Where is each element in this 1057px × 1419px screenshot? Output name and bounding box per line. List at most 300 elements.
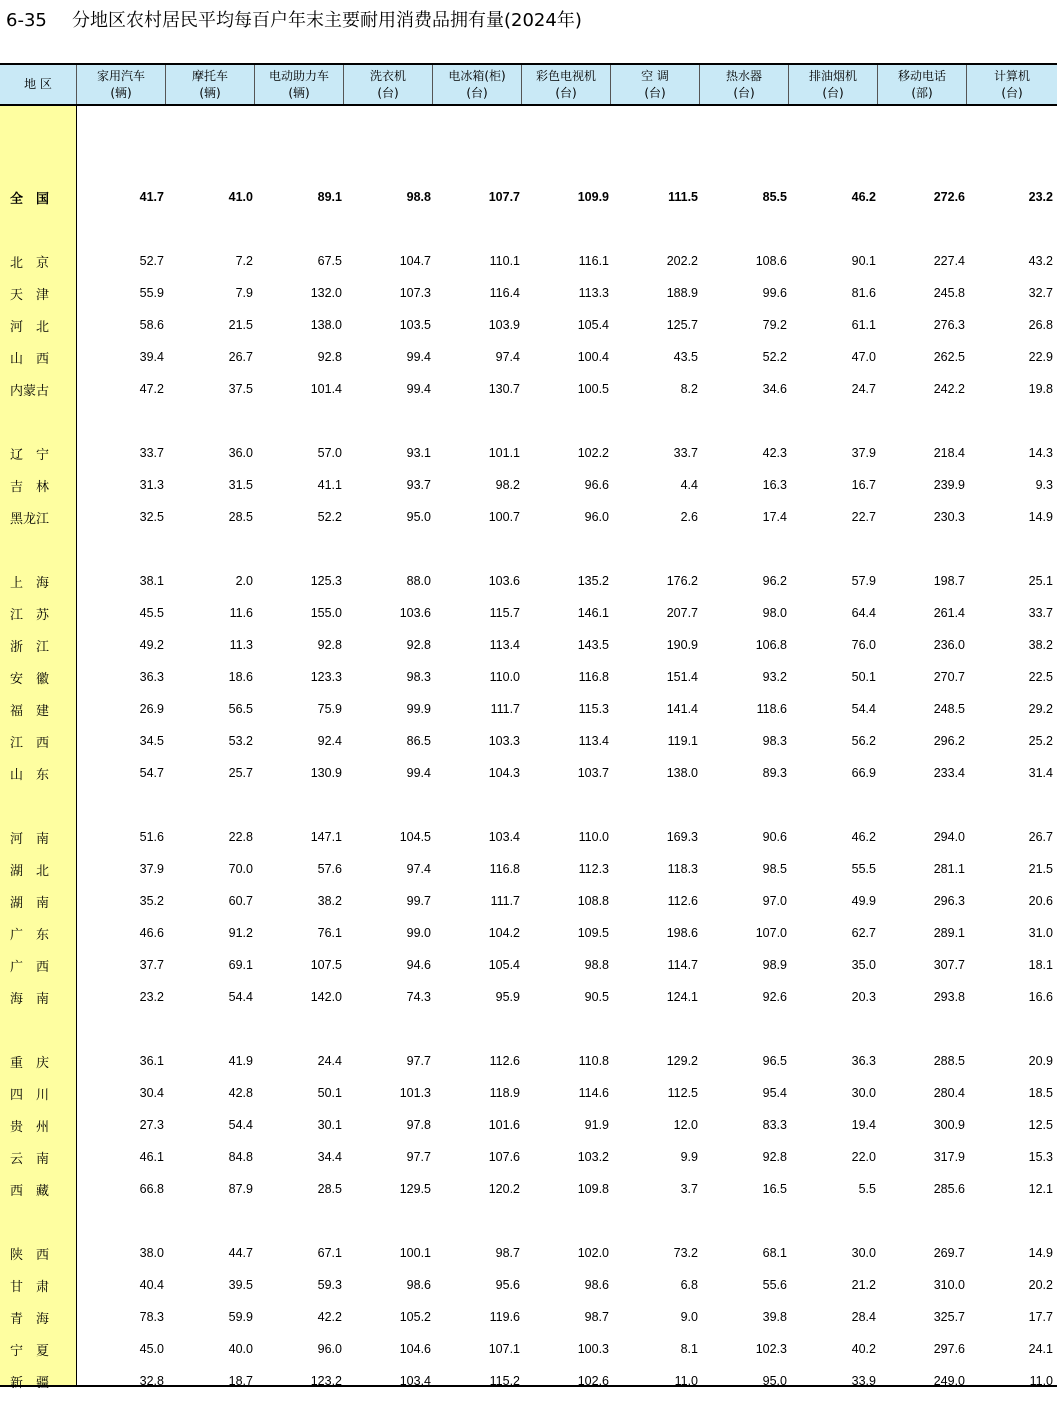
table-cell: 55.6 [762,1278,787,1292]
table-row [0,475,1057,495]
table-cell: 97.7 [406,1150,431,1164]
table-cell: 99.4 [406,382,431,396]
table-cell: 130.7 [488,382,520,396]
table-cell: 36.3 [139,670,164,684]
table-cell: 218.4 [933,446,965,460]
table-cell: 54.4 [228,990,253,1004]
table-cell: 141.4 [666,702,698,716]
table-cell: 57.9 [851,574,876,588]
table-cell: 109.5 [577,926,609,940]
table-cell: 207.7 [666,606,698,620]
region-name: 辽 宁 [10,447,50,463]
page-title [6,6,582,32]
table-cell: 93.1 [406,446,431,460]
table-cell: 14.9 [1028,510,1053,524]
table-cell: 21.2 [851,1278,876,1292]
table-cell: 3.7 [680,1182,698,1196]
table-cell: 22.5 [1028,670,1053,684]
table-cell: 87.9 [228,1182,253,1196]
table-cell: 103.6 [488,574,520,588]
table-cell: 176.2 [666,574,698,588]
table-cell: 6.8 [680,1278,698,1292]
table-cell: 92.4 [317,734,342,748]
table-cell: 108.8 [577,894,609,908]
table-cell: 104.3 [488,766,520,780]
table-cell: 94.6 [406,958,431,972]
region-name: 河 北 [10,319,50,335]
table-cell: 92.8 [406,638,431,652]
table-cell: 112.5 [667,1086,698,1100]
table-cell: 98.8 [584,958,609,972]
table-cell: 93.2 [762,670,787,684]
region-name: 上 海 [10,575,50,591]
table-cell: 16.3 [762,478,787,492]
table-cell: 100.1 [399,1246,431,1260]
table-cell: 103.2 [577,1150,609,1164]
table-cell: 39.5 [228,1278,253,1292]
table-cell: 56.5 [228,702,253,716]
table-cell: 49.2 [139,638,164,652]
table-cell: 11.3 [229,638,253,652]
table-cell: 68.1 [762,1246,787,1260]
region-name: 天 津 [10,287,50,303]
table-cell: 102.0 [577,1246,609,1260]
table-cell: 107.5 [310,958,342,972]
header-computer [967,65,1057,104]
table-cell: 54.7 [139,766,164,780]
table-cell: 118.9 [489,1086,520,1100]
table-cell: 54.4 [851,702,876,716]
table-cell: 41.9 [228,1054,253,1068]
table-row [0,1147,1057,1167]
table-cell: 146.1 [577,606,609,620]
table-cell: 280.4 [933,1086,965,1100]
table-cell: 19.8 [1028,382,1053,396]
table-row [0,507,1057,527]
table-cell: 294.0 [933,830,965,844]
table-cell: 245.8 [933,286,965,300]
table-cell: 188.9 [666,286,698,300]
table-cell: 116.1 [578,254,609,268]
table-cell: 57.0 [317,446,342,460]
table-cell: 95.0 [762,1374,787,1388]
table-cell: 270.7 [933,670,965,684]
table-cell: 7.9 [235,286,253,300]
table-cell: 36.1 [139,1054,164,1068]
table-cell: 90.1 [851,254,876,268]
table-cell: 40.2 [851,1342,876,1356]
table-row [0,987,1057,1007]
table-cell: 74.3 [406,990,431,1004]
table-cell: 50.1 [317,1086,342,1100]
table-cell: 42.2 [317,1310,342,1324]
table-cell: 112.6 [489,1054,520,1068]
table-cell: 40.4 [139,1278,164,1292]
table-row [0,283,1057,303]
table-cell: 101.4 [310,382,342,396]
header-name: 电冰箱(柜) [448,68,506,83]
table-cell: 26.8 [1028,318,1053,332]
table-cell: 119.6 [489,1310,520,1324]
table-cell: 25.7 [228,766,253,780]
table-cell: 12.1 [1028,1182,1053,1196]
table-cell: 22.9 [1028,350,1053,364]
table-cell: 39.4 [139,350,164,364]
table-row [0,603,1057,623]
table-cell: 8.1 [680,1342,698,1356]
table-cell: 109.9 [577,190,609,204]
table-cell: 47.0 [851,350,876,364]
table-cell: 103.6 [399,606,431,620]
table-cell: 98.9 [762,958,787,972]
table-cell: 28.5 [228,510,253,524]
table-cell: 113.3 [578,286,609,300]
table-cell: 41.0 [228,190,253,204]
table-row [0,1307,1057,1327]
table-cell: 47.2 [139,382,164,396]
table-cell: 111.5 [668,190,698,204]
region-name: 全 国 [10,191,50,207]
table-cell: 110.8 [578,1054,609,1068]
table-cell: 123.2 [310,1374,342,1388]
table-cell: 22.7 [851,510,876,524]
table-cell: 120.2 [488,1182,520,1196]
table-row [0,763,1057,783]
table-cell: 242.2 [933,382,965,396]
table-cell: 138.0 [666,766,698,780]
table-cell: 293.8 [933,990,965,1004]
table-cell: 2.6 [680,510,698,524]
table-cell: 300.9 [933,1118,965,1132]
table-cell: 31.4 [1028,766,1053,780]
table-cell: 60.7 [228,894,253,908]
header-unit: (台) [733,85,755,100]
table-row [0,251,1057,271]
table-cell: 66.9 [851,766,876,780]
table-cell: 18.6 [228,670,253,684]
table-row [0,891,1057,911]
table-cell: 30.0 [851,1086,876,1100]
table-cell: 81.6 [851,286,876,300]
region-name: 黑龙江 [10,511,50,527]
table-cell: 151.4 [666,670,698,684]
table-cell: 19.4 [851,1118,876,1132]
region-name: 湖 北 [10,863,50,879]
table-cell: 107.6 [488,1150,520,1164]
header-name: 彩色电视机 [535,68,596,83]
table-cell: 116.4 [489,286,520,300]
table-cell: 97.7 [406,1054,431,1068]
header-unit: (辆) [199,85,221,100]
table-cell: 35.2 [139,894,164,908]
table-cell: 27.3 [139,1118,164,1132]
table-cell: 34.5 [139,734,164,748]
header-unit: (台) [555,85,577,100]
table-cell: 55.9 [139,286,164,300]
table-row [0,1275,1057,1295]
table-cell: 100.5 [577,382,609,396]
table-cell: 142.0 [310,990,342,1004]
table-cell: 24.7 [851,382,876,396]
table-cell: 98.7 [584,1310,609,1324]
table-cell: 20.2 [1028,1278,1053,1292]
table-cell: 55.5 [851,862,876,876]
region-name: 广 东 [10,927,50,943]
table-cell: 59.3 [317,1278,342,1292]
table-cell: 32.7 [1028,286,1053,300]
table-cell: 92.8 [762,1150,787,1164]
table-cell: 101.6 [488,1118,520,1132]
table-cell: 115.2 [489,1374,520,1388]
table-cell: 11.6 [229,606,253,620]
table-row [0,1083,1057,1103]
table-cell: 14.3 [1028,446,1053,460]
header-unit: (台) [466,85,488,100]
table-cell: 84.8 [228,1150,253,1164]
table-cell: 8.2 [680,382,698,396]
table-cell: 24.4 [317,1054,342,1068]
table-cell: 38.2 [1028,638,1053,652]
table-cell: 9.3 [1035,478,1053,492]
table-cell: 56.2 [851,734,876,748]
table-cell: 25.1 [1028,574,1053,588]
table-title: 分地区农村居民平均每百户年末主要耐用消费品拥有量(2024年) [72,10,582,31]
table-cell: 239.9 [933,478,965,492]
table-cell: 96.0 [584,510,609,524]
table-cell: 52.2 [317,510,342,524]
table-row [0,443,1057,463]
table-cell: 33.7 [673,446,698,460]
table-cell: 97.4 [406,862,431,876]
region-name: 陕 西 [10,1247,50,1263]
table-cell: 103.9 [488,318,520,332]
table-cell: 110.0 [489,670,520,684]
header-unit: (台) [1001,85,1023,100]
table-cell: 114.7 [667,958,698,972]
table-cell: 95.9 [495,990,520,1004]
header-unit: (辆) [110,85,132,100]
table-cell: 281.1 [933,862,965,876]
table-cell: 57.6 [317,862,342,876]
header-ac [611,65,700,104]
table-cell: 66.8 [139,1182,164,1196]
table-cell: 50.1 [851,670,876,684]
table-cell: 285.6 [933,1182,965,1196]
table-cell: 83.3 [762,1118,787,1132]
table-row [0,635,1057,655]
table-cell: 38.2 [317,894,342,908]
region-name: 甘 肃 [10,1279,50,1295]
table-cell: 51.6 [139,830,164,844]
table-cell: 307.7 [933,958,965,972]
table-cell: 103.4 [488,830,520,844]
table-cell: 58.6 [139,318,164,332]
table-cell: 104.7 [399,254,431,268]
table-row-national [0,187,1057,207]
table-cell: 123.3 [310,670,342,684]
table-row [0,315,1057,335]
table-cell: 86.5 [406,734,431,748]
region-name: 河 南 [10,831,50,847]
table-cell: 41.7 [139,190,164,204]
table-cell: 138.0 [310,318,342,332]
table-cell: 31.0 [1028,926,1053,940]
table-cell: 5.5 [858,1182,876,1196]
table-cell: 269.7 [933,1246,965,1260]
region-name: 湖 南 [10,895,50,911]
region-name: 青 海 [10,1311,50,1327]
table-cell: 11.0 [674,1374,698,1388]
table-cell: 111.7 [490,894,520,908]
region-name: 广 西 [10,959,50,975]
table-cell: 90.5 [584,990,609,1004]
table-cell: 52.2 [762,350,787,364]
table-cell: 103.3 [488,734,520,748]
header-name: 洗衣机 [369,68,406,83]
table-cell: 54.4 [228,1118,253,1132]
table-cell: 53.2 [228,734,253,748]
table-cell: 98.5 [762,862,787,876]
table-cell: 90.6 [762,830,787,844]
table-cell: 37.9 [851,446,876,460]
header-name: 空 调 [641,68,669,83]
table-cell: 46.6 [139,926,164,940]
table-cell: 76.1 [317,926,342,940]
table-cell: 37.5 [228,382,253,396]
region-name: 吉 林 [10,479,50,495]
table-cell: 261.4 [933,606,965,620]
table-cell: 111.7 [490,702,520,716]
table-cell: 113.4 [578,734,609,748]
table-cell: 9.9 [680,1150,698,1164]
table-cell: 76.0 [851,638,876,652]
table-cell: 45.5 [139,606,164,620]
region-name: 西 藏 [10,1183,50,1199]
table-row [0,347,1057,367]
table-cell: 46.1 [139,1150,164,1164]
table-cell: 91.2 [228,926,253,940]
table-cell: 30.1 [317,1118,342,1132]
table-cell: 272.6 [933,190,965,204]
header-unit: (台) [644,85,666,100]
table-cell: 102.6 [577,1374,609,1388]
region-name: 内蒙古 [10,383,50,399]
table-cell: 38.1 [139,574,164,588]
table-cell: 125.7 [666,318,698,332]
table-cell: 45.0 [139,1342,164,1356]
table-cell: 2.0 [235,574,253,588]
table-cell: 99.0 [406,926,431,940]
table-cell: 132.0 [310,286,342,300]
table-cell: 100.7 [488,510,520,524]
table-cell: 297.6 [933,1342,965,1356]
table-cell: 101.1 [488,446,520,460]
table-cell: 289.1 [933,926,965,940]
table-cell: 110.0 [578,830,609,844]
header-unit: (台) [377,85,399,100]
table-cell: 75.9 [317,702,342,716]
table-cell: 105.4 [577,318,609,332]
table-row [0,1179,1057,1199]
table-cell: 103.7 [577,766,609,780]
table-cell: 288.5 [933,1054,965,1068]
table-cell: 69.1 [228,958,253,972]
table-cell: 317.9 [933,1150,965,1164]
table-cell: 97.8 [406,1118,431,1132]
table-cell: 26.9 [139,702,164,716]
table-cell: 37.7 [139,958,164,972]
table-cell: 116.8 [578,670,609,684]
table-cell: 92.8 [317,638,342,652]
table-cell: 98.8 [406,190,431,204]
table-cell: 11.0 [1029,1374,1053,1388]
header-tv [522,65,611,104]
table-cell: 7.2 [235,254,253,268]
table-cell: 39.8 [762,1310,787,1324]
table-cell: 9.0 [680,1310,698,1324]
table-cell: 32.5 [139,510,164,524]
table-cell: 143.5 [577,638,609,652]
table-cell: 155.0 [310,606,342,620]
table-row [0,1243,1057,1263]
region-name: 江 苏 [10,607,50,623]
table-cell: 115.7 [489,606,520,620]
table-cell: 42.3 [762,446,787,460]
header-name: 热水器 [725,68,762,83]
table-cell: 107.0 [755,926,787,940]
table-cell: 96.6 [584,478,609,492]
table-cell: 99.9 [406,702,431,716]
table-cell: 124.1 [666,990,698,1004]
table-cell: 110.1 [489,254,520,268]
table-cell: 95.4 [762,1086,787,1100]
table-cell: 21.5 [1028,862,1053,876]
table-cell: 12.5 [1028,1118,1053,1132]
table-cell: 28.4 [851,1310,876,1324]
table-cell: 44.7 [228,1246,253,1260]
table-cell: 169.3 [666,830,698,844]
table-cell: 30.4 [139,1086,164,1100]
region-name: 云 南 [10,1151,50,1167]
table-cell: 22.8 [228,830,253,844]
table-cell: 118.3 [667,862,698,876]
header-name: 摩托车 [191,68,228,83]
header-washer [344,65,433,104]
table-cell: 98.6 [584,1278,609,1292]
table-cell: 36.3 [851,1054,876,1068]
table-cell: 64.4 [851,606,876,620]
region-name: 山 东 [10,767,50,783]
header-unit: (辆) [288,85,310,100]
table-cell: 296.3 [933,894,965,908]
table-cell: 40.0 [228,1342,253,1356]
table-cell: 20.3 [851,990,876,1004]
table-cell: 233.4 [933,766,965,780]
region-name: 海 南 [10,991,50,1007]
table-cell: 108.6 [755,254,787,268]
table-cell: 46.2 [851,830,876,844]
table-cell: 34.4 [317,1150,342,1164]
header-name: 家用汽车 [96,68,145,83]
table-cell: 21.5 [228,318,253,332]
header-name: 电动助力车 [268,68,329,83]
table-cell: 104.2 [488,926,520,940]
table-cell: 33.7 [1028,606,1053,620]
table-cell: 88.0 [406,574,431,588]
table-cell: 100.4 [577,350,609,364]
table-cell: 98.7 [495,1246,520,1260]
table-cell: 112.3 [578,862,609,876]
